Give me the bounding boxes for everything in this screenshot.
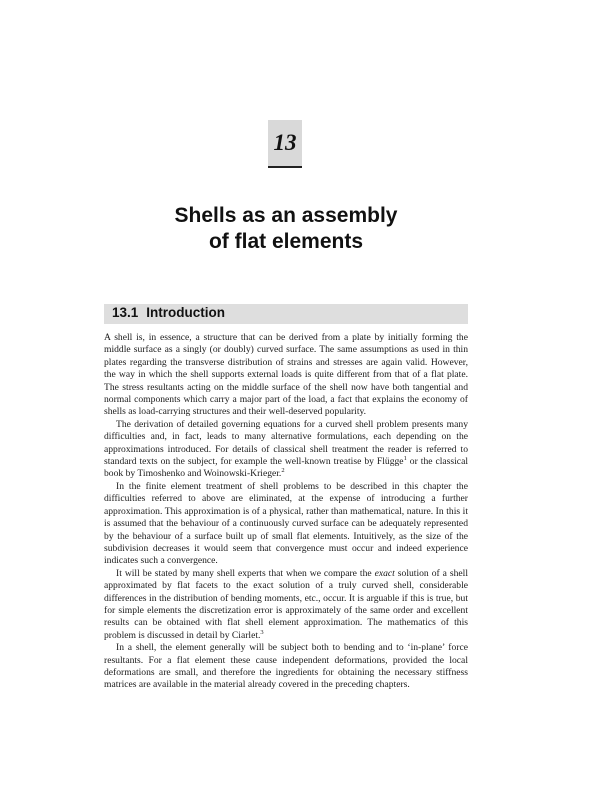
chapter-title (0, 203, 572, 255)
section-number: 13.1 (112, 305, 139, 320)
chapter-title-line-1: Shells as an assembly (174, 204, 398, 227)
chapter-title-line-2: of flat elements (208, 230, 364, 253)
paragraph-2-text-b: or the classical book by Timoshenko and Woinowski-Krieger. (104, 456, 468, 480)
section-title: Introduction (146, 305, 226, 320)
section-heading (112, 302, 225, 324)
paragraph-5: In a shell, the element generally will be subject both to bending and to ‘in-plane’ force resultants. For a flat element these cause independent deformations, provided the local deformations are small, and therefore the ingredients for obtaining the necessary stiffness matrices are available in the material already covered in the preceding chapters. (104, 642, 468, 691)
paragraph-4-emphasis: exact (374, 567, 395, 579)
paragraph-2 (104, 419, 468, 481)
paragraph-4-text-a: It will be stated by many shell experts that when we compare the (116, 567, 375, 579)
footnote-ref-2: 2 (281, 467, 285, 475)
paragraph-3: In the finite element treatment of shell problems to be described in this chapter the difficulties referred to above are eliminated, at the expense of introducing a further approximation. This approximation is of a physical, rather than mathematical, nature. In this it is assumed that the behaviour of a continuously curved surface can be adequately represented by the behaviour of a surface built up of small flat elements. Intuitively, as the size of the subdivision decreases it would seem that convergence must occur and indeed experience indicates such a convergence. (104, 480, 468, 567)
paragraph-2-text-a: The derivation of detailed governing equations for a curved shell problem presents many difficulties and, in fact, leads to many alternative formulations, each depending on the approximations introduced. For details of classical shell treatment the reader is referred to standard texts on the subject, for example the well-known treatise by Flügge (104, 418, 468, 468)
chapter-number-box (268, 120, 302, 168)
paragraph-4-text-b: solution of a shell approximated by flat facets to the exact solution of a truly curved shell, considerable differences in the distribution of bending moments, etc., occur. It is arguable if this is true, but for simple elements the discretization error is approximately of the same order and excellent results can be obtained with flat shell element approximation. The mathematics of this problem is discussed in detail by Ciarlet. (104, 567, 468, 641)
chapter-number: 13 (273, 130, 297, 155)
paragraph-4 (104, 568, 468, 642)
body-text (104, 332, 468, 692)
paragraph-1: A shell is, in essence, a structure that can be derived from a plate by initially forming the middle surface as a singly (or doubly) curved surface. The same assumptions as used in thin plates regarding the transverse distribution of strains and stresses are again valid. However, the way in which the shell supports external loads is quite different from that of a flat plate. The stress resultants acting on the middle surface of the shell now have both tangential and normal components which carry a major part of the load, a fact that explains the economy of shells as load-carrying structures and their well-deserved popularity. (104, 332, 468, 418)
footnote-ref-3: 3 (260, 628, 264, 636)
footnote-ref-1: 1 (403, 455, 407, 463)
